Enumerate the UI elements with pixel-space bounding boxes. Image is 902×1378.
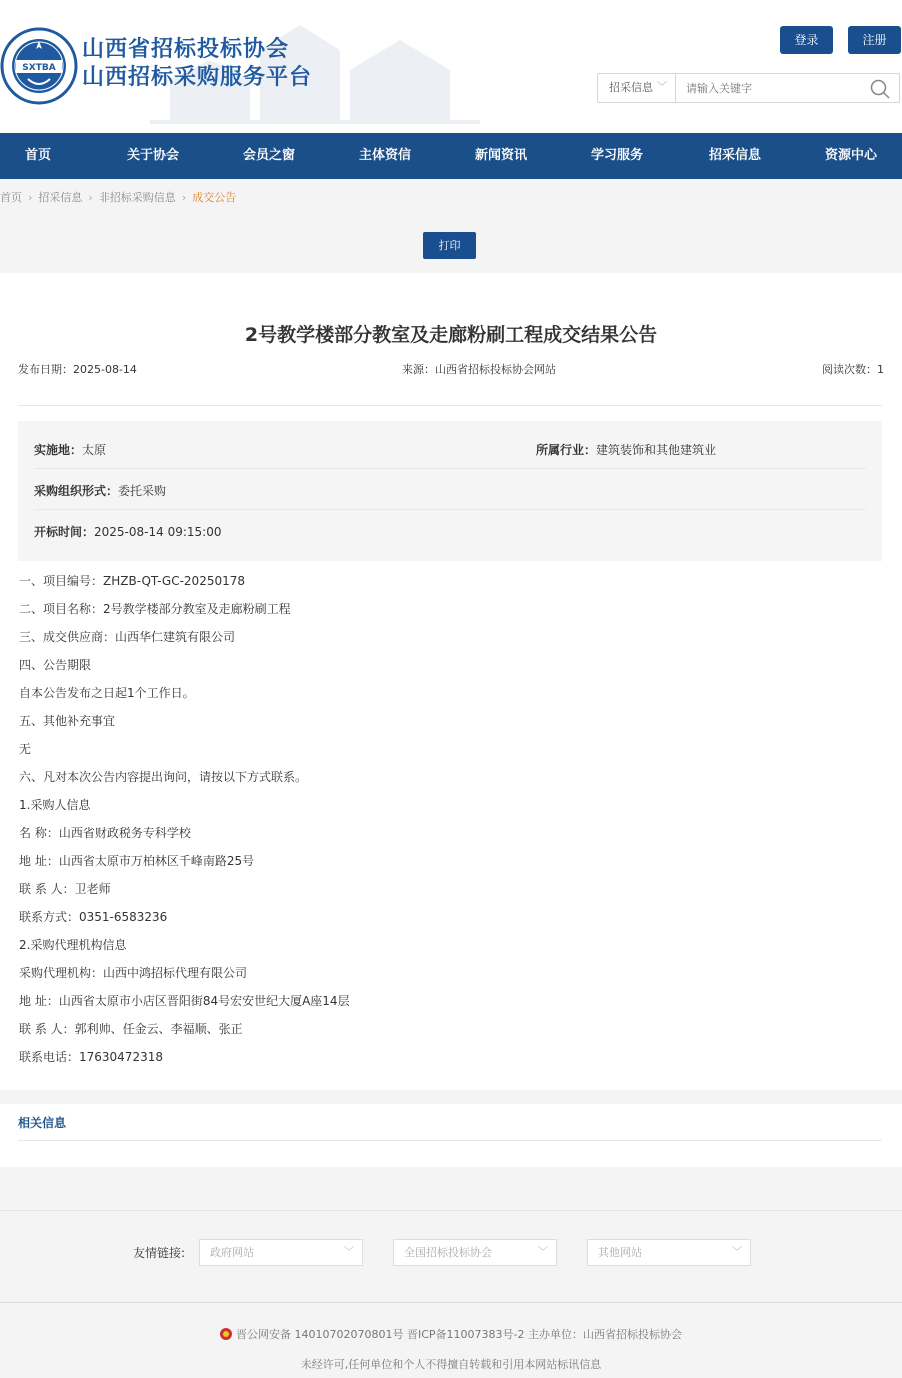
content-paragraph: 地 址：山西省太原市小店区晋阳街84号宏安世纪大厦A座14层 xyxy=(19,994,350,1008)
info-open-time-label: 开标时间： xyxy=(34,525,95,539)
info-open-time-value: 2025-08-14 09:15:00 xyxy=(94,525,222,539)
other-sites-label: 其他网站 xyxy=(598,1246,642,1259)
chevron-right-icon: › xyxy=(28,191,33,204)
article-content xyxy=(19,573,350,1077)
view-count xyxy=(822,361,884,377)
nav-item-resources[interactable]: 资源中心 xyxy=(824,148,877,163)
info-org-form-value: 委托采购 xyxy=(118,484,167,498)
source-value: 山西省招标投标协会网站 xyxy=(435,363,556,376)
content-paragraph: 无 xyxy=(19,742,32,756)
project-info-box xyxy=(18,421,882,561)
chevron-down-icon: ﹀ xyxy=(344,1247,354,1258)
content-paragraph: 六、凡对本次公告内容提出询问，请按以下方式联系。 xyxy=(19,770,308,784)
national-assoc-label: 全国招标投标协会 xyxy=(404,1246,492,1259)
print-button[interactable]: 打印 xyxy=(423,232,476,259)
info-industry-value: 建筑装饰和其他建筑业 xyxy=(596,443,717,457)
breadcrumb-current: 成交公告 xyxy=(192,191,237,204)
content-paragraph: 三、成交供应商：山西华仁建筑有限公司 xyxy=(19,630,236,644)
breadcrumb-non-tender[interactable]: 非招标采购信息 xyxy=(98,191,176,204)
views-label: 阅读次数： xyxy=(822,363,877,376)
content-paragraph: 一、项目编号：ZHZB-QT-GC-20250178 xyxy=(19,574,245,588)
other-sites-select[interactable] xyxy=(587,1239,751,1266)
source-label: 来源： xyxy=(402,363,435,376)
content-paragraph: 名 称：山西省财政税务专科学校 xyxy=(19,826,191,840)
info-location xyxy=(34,441,106,458)
publish-date xyxy=(18,361,137,377)
login-button[interactable]: 登录 xyxy=(780,26,833,54)
site-title xyxy=(82,36,312,92)
related-title: 相关信息 xyxy=(18,1116,67,1130)
chevron-down-icon: ﹀ xyxy=(538,1247,548,1258)
info-industry xyxy=(536,441,716,458)
nav-item-news[interactable]: 新闻资讯 xyxy=(474,148,527,163)
content-paragraph: 联系电话：17630472318 xyxy=(19,1050,163,1064)
nav-item-home[interactable]: 首页 xyxy=(24,148,51,163)
nav-item-learning[interactable]: 学习服务 xyxy=(590,148,643,163)
search-box xyxy=(597,73,900,103)
footer-notice: 未经许可,任何单位和个人不得擅自转载和引用本网站标讯信息 xyxy=(300,1358,602,1371)
nav-item-about[interactable]: 关于协会 xyxy=(126,148,179,163)
search-type-label: 招采信息 xyxy=(609,81,653,94)
divider xyxy=(18,405,882,406)
chevron-down-icon: ﹀ xyxy=(657,82,667,93)
divider xyxy=(0,1210,902,1211)
chevron-right-icon: › xyxy=(88,191,93,204)
divider xyxy=(34,509,866,510)
content-paragraph: 联系方式：0351-6583236 xyxy=(19,910,168,924)
content-paragraph: 地 址：山西省太原市万柏林区千峰南路25号 xyxy=(19,854,255,868)
footer-record-text[interactable]: 晋公网安备 14010702070801号 晋ICP备11007383号-2 主办单位：山西省招标投标协会 xyxy=(236,1328,682,1341)
divider xyxy=(18,1140,882,1141)
info-org-form xyxy=(34,482,166,499)
content-paragraph: 2.采购代理机构信息 xyxy=(19,938,127,952)
info-location-label: 实施地： xyxy=(34,443,83,457)
article-title: 2号教学楼部分教室及走廊粉刷工程成交结果公告 xyxy=(244,324,658,346)
views-value: 1 xyxy=(877,363,884,376)
content-paragraph: 自本公告发布之日起1个工作日。 xyxy=(19,686,195,700)
content-paragraph: 联 系 人：郭利帅、任金云、李福顺、张正 xyxy=(19,1022,243,1036)
article-source xyxy=(402,361,556,377)
info-location-value: 太原 xyxy=(82,443,107,457)
search-type-select[interactable] xyxy=(598,74,676,102)
info-open-time xyxy=(34,523,221,540)
divider xyxy=(0,1302,902,1303)
content-paragraph: 1.采购人信息 xyxy=(19,798,91,812)
info-industry-label: 所属行业： xyxy=(536,443,597,457)
chevron-right-icon: › xyxy=(181,191,187,204)
gov-sites-select[interactable] xyxy=(199,1239,363,1266)
content-paragraph: 采购代理机构：山西中鸿招标代理有限公司 xyxy=(19,966,248,980)
national-assoc-select[interactable] xyxy=(393,1239,557,1266)
breadcrumb-home[interactable]: 首页 xyxy=(0,191,22,204)
search-icon[interactable] xyxy=(869,78,891,100)
publish-date-label: 发布日期： xyxy=(18,363,73,376)
site-title-line1: 山西省招标投标协会 xyxy=(82,37,290,62)
breadcrumb-procurement[interactable]: 招采信息 xyxy=(38,191,83,204)
footer-record xyxy=(0,1326,902,1342)
logo-text: SXTBA xyxy=(22,63,56,73)
police-badge-icon xyxy=(220,1328,232,1340)
chevron-down-icon: ﹀ xyxy=(732,1247,742,1258)
related-section xyxy=(0,1104,902,1167)
divider xyxy=(34,468,866,469)
article xyxy=(0,273,902,1090)
main-nav xyxy=(0,133,902,179)
info-org-form-label: 采购组织形式： xyxy=(34,484,119,498)
content-paragraph: 联 系 人：卫老师 xyxy=(19,882,111,896)
nav-item-members[interactable]: 会员之窗 xyxy=(242,148,295,163)
content-paragraph: 二、项目名称：2号教学楼部分教室及走廊粉刷工程 xyxy=(19,602,291,616)
search-input[interactable] xyxy=(678,74,858,102)
association-logo-icon[interactable] xyxy=(0,27,78,105)
register-button[interactable]: 注册 xyxy=(848,26,901,54)
friend-links-label: 友情链接: xyxy=(133,1246,186,1260)
nav-item-procurement[interactable]: 招采信息 xyxy=(708,148,761,163)
content-paragraph: 五、其他补充事宜 xyxy=(19,714,116,728)
content-paragraph: 四、公告期限 xyxy=(19,658,92,672)
breadcrumb xyxy=(0,189,236,205)
publish-date-value: 2025-08-14 xyxy=(73,363,137,376)
nav-item-credit[interactable]: 主体资信 xyxy=(358,148,411,163)
gov-sites-label: 政府网站 xyxy=(210,1246,254,1259)
site-header xyxy=(0,0,902,133)
site-title-line2: 山西招标采购服务平台 xyxy=(82,65,313,90)
